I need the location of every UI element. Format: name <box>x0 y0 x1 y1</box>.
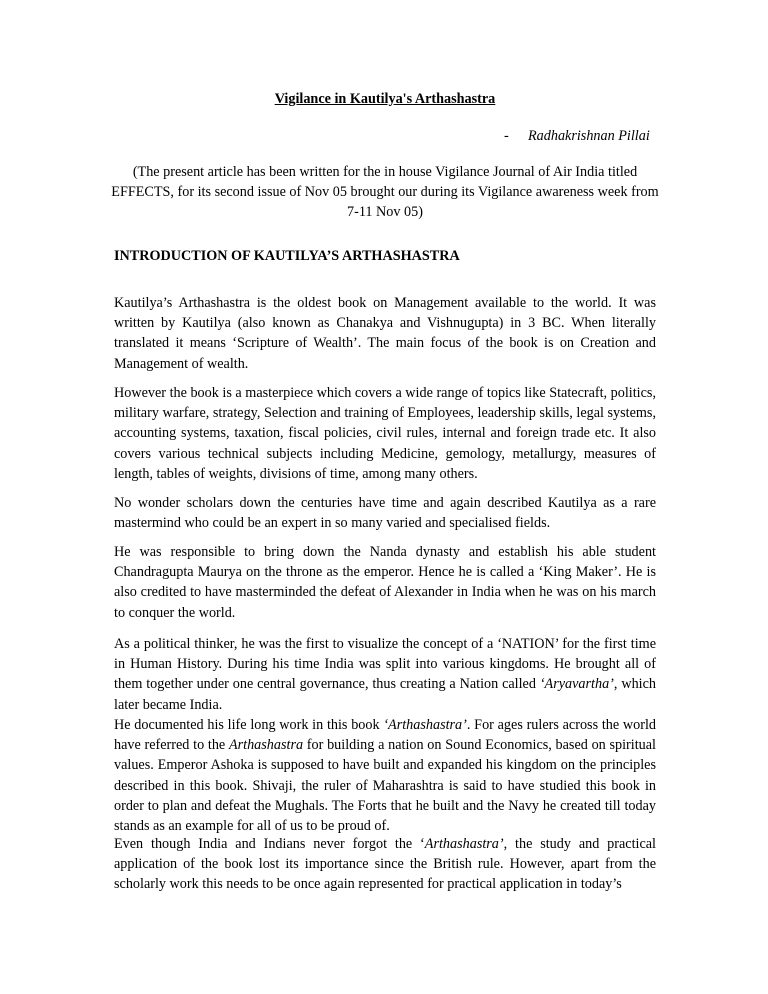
paragraph-5-italic: ‘Aryavartha’ <box>539 676 614 693</box>
author-name: Radhakrishnan Pillai <box>528 128 650 144</box>
paragraph-1: Kautilya’s Arthashastra is the oldest book on Management available to the world. It was written by Kautilya (also known as Chanakya and Vishnugupta) in 3 BC. When literally translated it means ‘Scripture of Wealth’. The main focus of the book is on Creation and Management of wealth. <box>114 295 656 372</box>
document-title-text: Vigilance in Kautilya's Arthashastra <box>274 91 496 107</box>
paragraph-6-text-a: He documented his life long work in this book <box>114 717 384 733</box>
paragraph-6-italic-1: ‘Arthashastra’ <box>383 717 467 733</box>
paragraph-6-italic-2: Arthashastra <box>228 737 304 754</box>
paragraph-6-text-b: . For ages rulers across the world have referred to the <box>114 717 657 754</box>
document-title <box>114 90 656 108</box>
paragraph-6-text-c: for building a nation on Sound Economics, based on spiritual values. Emperor Ashoka is supposed to have built and expanded his kingdom on the principles described in this book. Shivaji, the ruler of Maharashtra is said to have studied this book in order to plan and defeat the Mughals. The Forts that he built and the Navy he created till today stands as an example for all of us to be proud of. <box>114 737 656 835</box>
author-dash: - <box>504 128 509 144</box>
editorial-note: (The present article has been written for the in house Vigilance Journal of Air India titled EFFECTS, for its second issue of Nov 05 brought our during its Vigilance awareness week from 7-11 Nov 05) <box>111 164 659 220</box>
paragraph-4: He was responsible to bring down the Nanda dynasty and establish his able student Chandragupta Maurya on the throne as the emperor. Hence he is called a ‘King Maker’. He is also credited to have masterminded the defeat of Alexander in India when he was on his march to conquer the world. <box>114 544 656 621</box>
paragraph-7 <box>114 834 656 895</box>
author-line <box>114 127 656 147</box>
paragraph-5 <box>114 634 656 715</box>
paragraph-3: No wonder scholars down the centuries have time and again described Kautilya as a rare mastermind who could be an expert in so many varied and specialised fields. <box>114 495 656 532</box>
paragraph-5-text-b: , which later became India. <box>114 676 656 713</box>
paragraph-7-text-b: , the study and practical application of the book lost its importance since the British rule. However, apart from the scholarly work this needs to be once again represented for practical application in today’s <box>114 836 656 893</box>
paragraph-5-text-a: As a political thinker, he was the first to visualize the concept of a ‘NATION’ for the first time in Human History. During his time India was split into various kingdoms. He brought all of them together under one central governance, thus creating a Nation called <box>114 636 656 693</box>
paragraph-2: However the book is a masterpiece which covers a wide range of topics like Statecraft, politics, military warfare, strategy, Selection and training of Employees, leadership skills, legal systems, accounting systems, taxation, fiscal policies, civil rules, internal and foreign trade etc. It also covers various technical subjects including Medicine, gemology, metallurgy, measures of length, tables of weights, divisions of time, among many others. <box>114 385 656 482</box>
paragraph-6 <box>114 715 656 836</box>
section-heading: INTRODUCTION OF KAUTILYA’S ARTHASHASTRA <box>114 248 460 264</box>
paragraph-7-text-a: Even though India and Indians never forgot the ‘ <box>114 836 425 852</box>
paragraph-7-italic: Arthashastra’ <box>424 836 504 852</box>
